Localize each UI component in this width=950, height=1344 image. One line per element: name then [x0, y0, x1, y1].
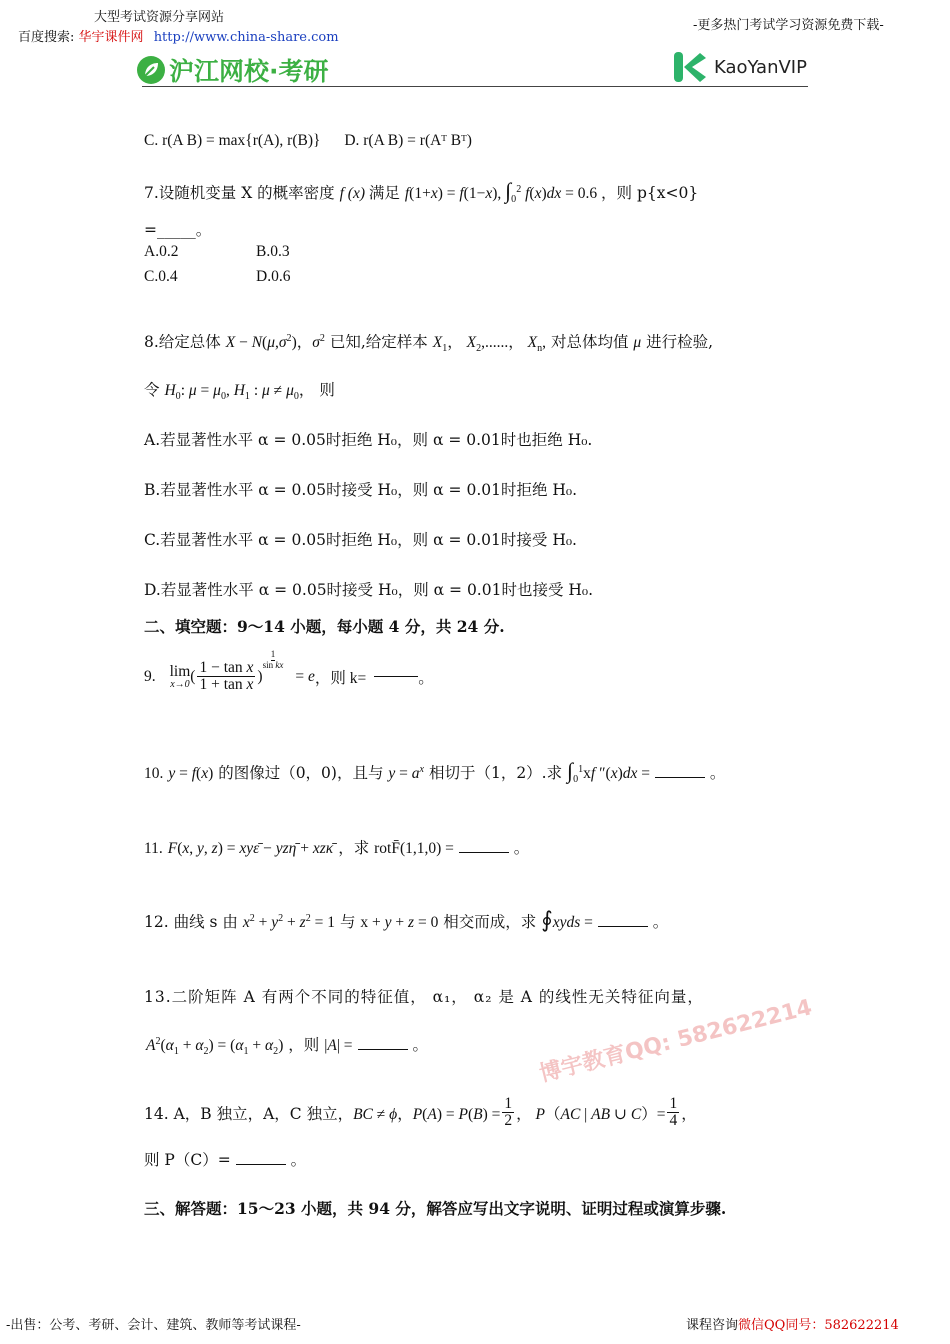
q13-line-2: [146, 1033, 428, 1057]
q14-quarter: $\frac{1}{4}$: [669, 1095, 678, 1130]
q7-option-a: A.0.2: [144, 243, 179, 260]
q7-option-d: D.0.6: [256, 268, 291, 285]
q8-hypothesis: [144, 378, 335, 402]
q10-fx: y = f(x): [168, 765, 214, 782]
q7-fx: f (x): [339, 185, 369, 202]
q8-text-a: 8.给定总体: [144, 333, 221, 351]
q12-integral: ∮xyds =: [541, 907, 593, 932]
q9-limit: lim x→0: [169, 663, 191, 690]
q9: 9. lim x→0 ( $\frac{\text{1 − tan x}}{\text{1 + tan x}}$ ) $\frac{1}{\text{sin kx}}$ = e ，则 k= 。: [144, 649, 434, 694]
q7-tail: ，则 p{x<0}: [601, 184, 699, 202]
footer-right: [686, 1314, 899, 1333]
q9-number: 9.: [144, 667, 156, 685]
q7-mid: 满足: [368, 184, 400, 202]
q7-stem: [144, 178, 698, 205]
q8-mu: μ: [633, 334, 642, 351]
q7-prefix: 7.设随机变量 X 的概率密度: [144, 184, 335, 202]
section-3-heading: 三、解答题：15～23 小题，共 94 分，解答应写出文字说明、证明过程或演算步骤.: [144, 1199, 727, 1218]
q10-text-2: 相切于（1，2）.求: [428, 764, 563, 782]
q10-integral: $\int_0^1xf$ ″(x)dx =: [567, 758, 651, 786]
k-logo-icon: [672, 50, 708, 84]
q13-line-1: 13.二阶矩阵 A 有两个不同的特征值， α₁， α₂ 是 A 的线性无关特征向量，: [144, 988, 704, 1006]
q10-number: 10.: [144, 765, 164, 782]
kaoyanvip-text: KaoYanVIP: [714, 56, 807, 78]
hujiang-logo: [136, 52, 329, 88]
q14-half: $\frac{1}{2}$: [504, 1095, 513, 1130]
q13-end: 。: [412, 1036, 428, 1054]
q11-answer-blank[interactable]: [459, 852, 509, 853]
q12-text-1: 与: [339, 913, 356, 931]
q6-options: [144, 132, 472, 150]
q12-number: 12. 曲线 s 由: [144, 913, 238, 931]
q14-formula: BC ≠ ϕ，P(A) = P(B) =: [353, 1105, 501, 1123]
q6-option-d: D. r(A B) = r(Aᵀ Bᵀ): [344, 132, 472, 149]
kaoyanvip-logo: [672, 50, 807, 84]
q12-plane: x + y + z = 0: [360, 914, 439, 931]
q8-dist: $X - N(\mu,\sigma^2)$，$\sigma^2$: [225, 332, 325, 351]
q12-end: 。: [652, 913, 669, 931]
top-right-banner: -更多热门考试学习资源免费下载-: [693, 18, 884, 33]
q8-option-c: C.若显著性水平 α = 0.05时拒绝 H₀，则 α = 0.01时接受 H₀.: [144, 531, 577, 549]
q8-option-d: D.若显著性水平 α = 0.05时接受 H₀，则 α = 0.01时也接受 H₀.: [144, 581, 594, 599]
q8-then: 则: [319, 381, 335, 399]
header-divider: [142, 86, 808, 87]
search-hint: [18, 26, 339, 45]
site-title: 大型考试资源分享网站: [94, 10, 225, 25]
footer-qq-number: 582622214: [824, 1318, 899, 1333]
q6-option-c: C. r(A B) = max{r(A), r(B)}: [144, 132, 321, 149]
q9-exponent: $\frac{1}{\text{sin kx}}$: [262, 649, 284, 671]
q11-end: 。: [513, 839, 530, 857]
q7-answer-line: =_____。: [144, 221, 212, 239]
q11-vector-field: F(x, y, z) = xyε̄ − yzη̄ + xzκ̄: [167, 840, 334, 857]
q14-line-1: 14. A，B 独立，A，C 独立， BC ≠ ϕ，P(A) = P(B) = $\frac{1}{2}$ ， P（AC | AB ∪ C）= $\frac{1}{4}$ ，: [144, 1095, 697, 1130]
q11-rot: rotF̄(1,1,0) =: [374, 840, 454, 857]
q12: [144, 907, 668, 933]
q7-option-c: C.0.4: [144, 268, 178, 285]
watermark: 博宇教育QQ: 582622214: [537, 995, 815, 1088]
q9-answer-blank[interactable]: [374, 676, 418, 677]
q7-formula: f(1+x) = f(1−x), $\int_0^2$ f(x)dx = 0.6: [404, 178, 602, 206]
q14-answer-blank[interactable]: [236, 1164, 286, 1165]
q13-equation: $A^2(\alpha_1 + \alpha_2) = (\alpha_1 + \alpha_2)$: [146, 1035, 284, 1058]
logo-text: 沪江网校·考研: [169, 57, 329, 86]
q8-h0-h1: $H_0$: $\mu = \mu_0$, $H_1$ : $\mu \ne \mu_0$，: [164, 382, 315, 403]
q8-option-a: A.若显著性水平 α = 0.05时拒绝 H₀，则 α = 0.01时也拒绝 H₀.: [144, 431, 593, 449]
site-url-link[interactable]: http://www.china-share.com: [153, 30, 339, 45]
q10-answer-blank[interactable]: [655, 777, 705, 778]
footer-left: -出售：公考、考研、会计、建筑、教师等考试课程-: [6, 1318, 301, 1333]
q8-option-b: B.若显著性水平 α = 0.05时接受 H₀，则 α = 0.01时拒绝 H₀.: [144, 481, 578, 499]
q14-end: 。: [290, 1151, 307, 1169]
q10-ax: $y = a^x$: [388, 763, 425, 782]
q11-text-1: ，求: [338, 839, 370, 857]
q14-text-1: 14. A，B 独立，A，C 独立，: [144, 1104, 354, 1123]
q9-fraction: $\frac{\text{1 − tan x}}{\text{1 + tan x}}$: [199, 659, 254, 694]
search-term: 华宇课件网: [78, 30, 144, 45]
leaf-icon: [136, 55, 166, 85]
q13-det: |A| =: [324, 1037, 353, 1054]
q10-text-1: 的图像过（0，0)，且与: [218, 764, 384, 782]
q14-text-2: 则 P（C）=: [144, 1151, 231, 1169]
section-2-heading: 二、填空题：9～14 小题，每小题 4 分，共 24 分.: [144, 617, 505, 636]
q12-text-2: 相交而成，求: [443, 913, 537, 931]
search-label: 百度搜索:: [18, 30, 75, 45]
q12-sphere: $x^2 + y^2 + z^2 = 1$: [242, 912, 335, 931]
q13-text-1: ，则: [288, 1036, 320, 1054]
q11-number: 11.: [144, 840, 163, 857]
q8-text-d: 进行检验,: [646, 333, 714, 351]
q8-text-b: 已知,给定样本: [329, 333, 428, 351]
q10-end: 。: [709, 764, 726, 782]
q8-sample: $X_1$， $X_2$,......， $X_n$,: [432, 334, 547, 355]
q12-answer-blank[interactable]: [598, 926, 648, 927]
q13-answer-blank[interactable]: [358, 1049, 408, 1050]
q14-line-2: [144, 1148, 306, 1170]
q7-option-b: B.0.3: [256, 243, 290, 260]
q8-text-c: 对总体均值: [550, 333, 629, 351]
q11: [144, 836, 529, 858]
q8-let: 令: [144, 381, 160, 399]
footer-consult: 课程咨询: [686, 1318, 739, 1333]
q9-tail: ，则 k=: [314, 669, 367, 687]
footer-wechat-label: 微信QQ同号：: [738, 1318, 825, 1333]
q8-stem: [144, 330, 713, 354]
q9-end: 。: [418, 669, 434, 687]
q10: [144, 758, 725, 785]
